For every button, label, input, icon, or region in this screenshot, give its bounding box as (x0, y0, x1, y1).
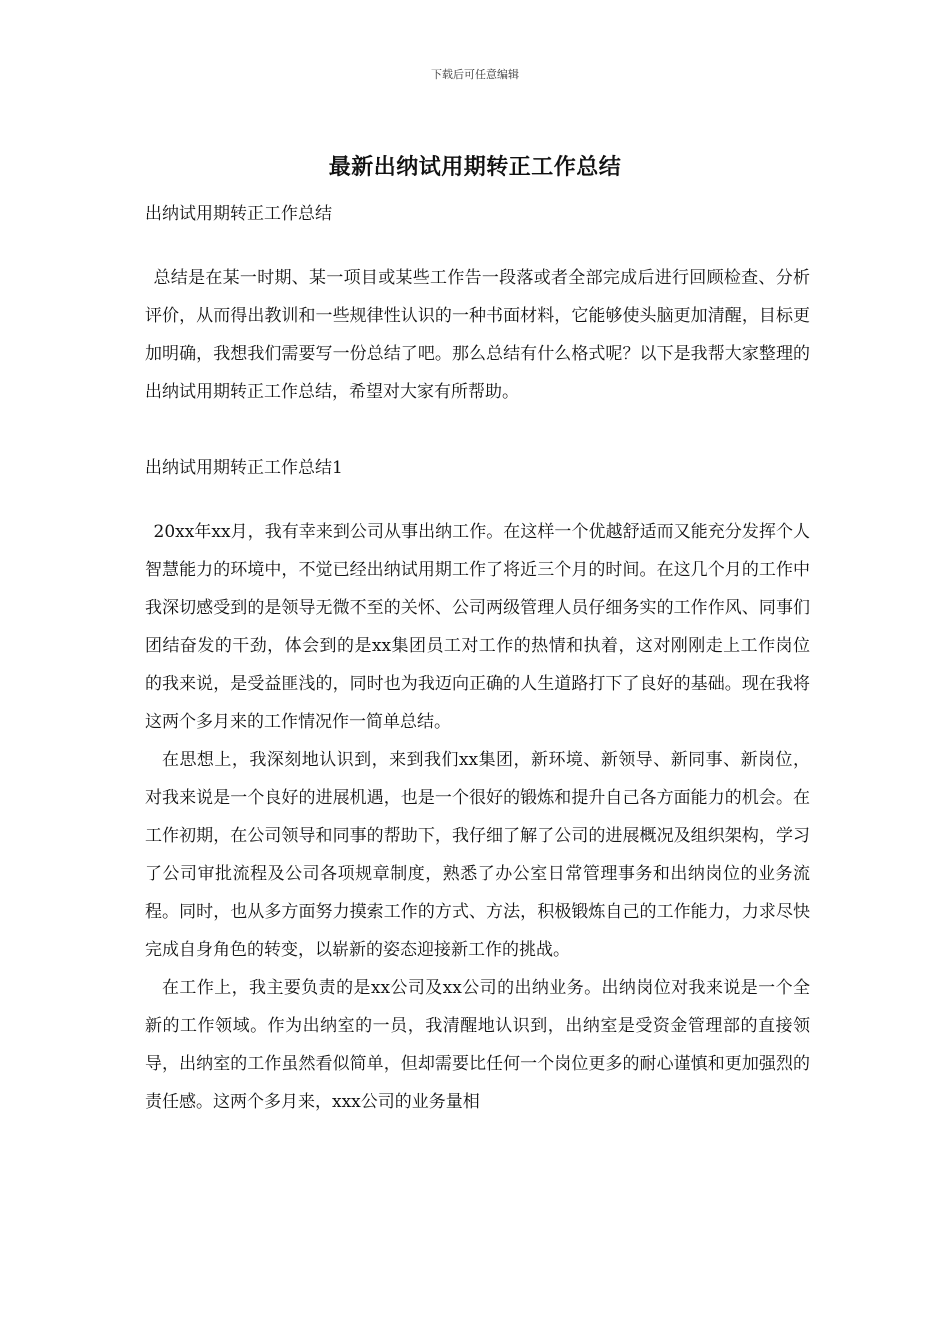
document-subtitle: 出纳试用期转正工作总结 (145, 204, 332, 224)
document-body (145, 195, 810, 1121)
section-heading: 出纳试用期转正工作总结1 (145, 458, 343, 478)
header-note: 下载后可任意编辑 (431, 68, 519, 81)
body-paragraph-2: 在思想上，我深刻地认识到，来到我们xx集团，新环境、新领导、新同事、新岗位，对我来说是一个良好的进展机遇，也是一个很好的锻炼和提升自己各方面能力的机会。在工作初期，在公司领导和同事的帮助下，我仔细了解了公司的进展概况及组织架构，学习了公司审批流程及公司各项规章制度，熟悉了办公室日常管理事务和出纳岗位的业务流程。同时，也从多方面努力摸索工作的方式、方法，积极锻炼自己的工作能力，力求尽快完成自身角色的转变，以崭新的姿态迎接新工作的挑战。 (145, 750, 810, 960)
document-title: 最新出纳试用期转正工作总结 (328, 154, 622, 180)
body-paragraph-1: 20xx年xx月，我有幸来到公司从事出纳工作。在这样一个优越舒适而又能充分发挥个人智慧能力的环境中，不觉已经出纳试用期工作了将近三个月的时间。在这几个月的工作中我深切感受到的是领导无微不至的关怀、公司两级管理人员仔细务实的工作作风、同事们团结奋发的干劲，体会到的是xx集团员工对工作的热情和执着，这对刚刚走上工作岗位的我来说，是受益匪浅的，同时也为我迈向正确的人生道路打下了良好的基础。现在我将这两个多月来的工作情况作一简单总结。 (145, 522, 810, 732)
intro-paragraph: 总结是在某一时期、某一项目或某些工作告一段落或者全部完成后进行回顾检查、分析评价，从而得出教训和一些规律性认识的一种书面材料，它能够使头脑更加清醒，目标更加明确，我想我们需要写一份总结了吧。那么总结有什么格式呢？以下是我帮大家整理的出纳试用期转正工作总结，希望对大家有所帮助。 (145, 268, 810, 402)
body-paragraph-3: 在工作上，我主要负责的是xx公司及xx公司的出纳业务。出纳岗位对我来说是一个全新的工作领域。作为出纳室的一员，我清醒地认识到，出纳室是受资金管理部的直接领导，出纳室的工作虽然看似简单，但却需要比任何一个岗位更多的耐心谨慎和更加强烈的责任感。这两个多月来，xxx公司的业务量相 (145, 978, 810, 1112)
